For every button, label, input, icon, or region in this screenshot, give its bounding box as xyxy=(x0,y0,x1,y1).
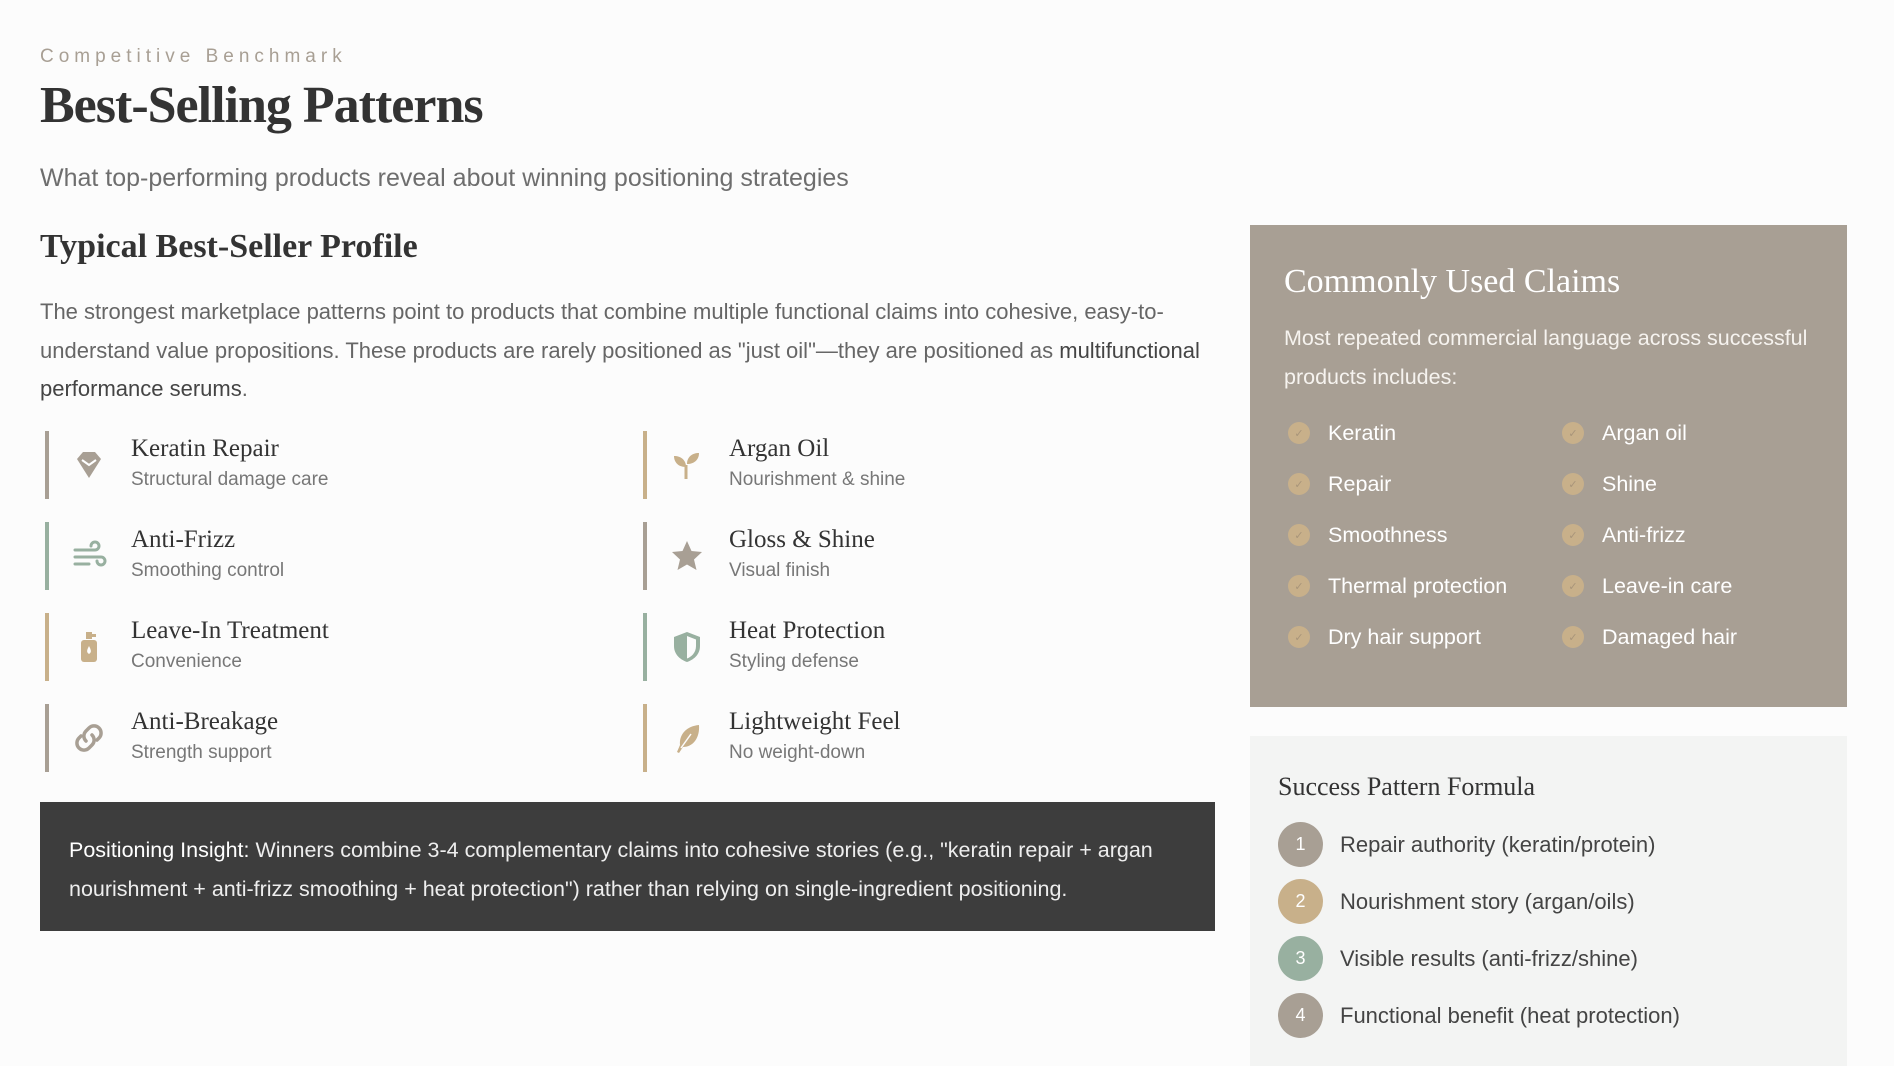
feature-item xyxy=(643,431,1143,499)
feature-item xyxy=(45,522,545,590)
check-icon: ✓ xyxy=(1562,626,1584,648)
feature-subtitle: Styling defense xyxy=(729,651,859,672)
formula-panel xyxy=(1250,736,1847,1066)
claim-item xyxy=(1558,519,1818,551)
feature-subtitle: Visual finish xyxy=(729,560,831,581)
check-icon: ✓ xyxy=(1562,422,1584,444)
eyebrow: Competitive Benchmark xyxy=(40,46,347,67)
feature-item xyxy=(643,704,1143,772)
section-heading: Typical Best-Seller Profile xyxy=(40,228,418,265)
formula-step xyxy=(1278,930,1819,987)
claim-label: Repair xyxy=(1328,471,1392,496)
feature-subtitle: Structural damage care xyxy=(131,469,329,490)
diamond-icon xyxy=(71,447,107,483)
claim-item xyxy=(1284,570,1558,602)
feature-item xyxy=(45,613,545,681)
claim-label: Argan oil xyxy=(1602,420,1687,445)
formula-steps xyxy=(1278,816,1819,1044)
insight-label: Positioning Insight: xyxy=(69,838,250,862)
check-icon: ✓ xyxy=(1288,626,1310,648)
feature-subtitle: Convenience xyxy=(131,651,242,672)
step-label: Functional benefit (heat protection) xyxy=(1340,1002,1680,1028)
claim-label: Anti-frizz xyxy=(1602,522,1686,547)
claim-item xyxy=(1284,417,1558,449)
step-label: Visible results (anti-frizz/shine) xyxy=(1340,945,1638,971)
feature-item xyxy=(643,613,1143,681)
claims-heading: Commonly Used Claims xyxy=(1284,263,1621,300)
check-icon: ✓ xyxy=(1562,575,1584,597)
bottle-icon xyxy=(71,629,107,665)
claim-label: Shine xyxy=(1602,471,1657,496)
claim-label: Dry hair support xyxy=(1328,624,1481,649)
wind-icon xyxy=(71,538,107,574)
claim-label: Thermal protection xyxy=(1328,573,1508,598)
positioning-insight xyxy=(40,802,1215,931)
feature-item xyxy=(45,431,545,499)
claim-item xyxy=(1558,570,1818,602)
claims-description: Most repeated commercial language across successful products includes: xyxy=(1284,326,1808,389)
page-subtitle: What top-performing products reveal about winning positioning strategies xyxy=(40,164,849,192)
claim-item xyxy=(1284,468,1558,500)
check-icon: ✓ xyxy=(1562,473,1584,495)
claim-item xyxy=(1284,621,1558,653)
feature-item xyxy=(45,704,545,772)
feature-title: Anti-Breakage xyxy=(131,708,279,735)
intro-text: The strongest marketplace patterns point to products that combine multiple functional claims into cohesive, easy-to-understand value propositions. These products are rarely positioned as "just oil"—they are positioned as xyxy=(40,299,1164,363)
sprout-icon xyxy=(669,447,705,483)
claim-item xyxy=(1284,519,1558,551)
claim-item xyxy=(1558,417,1818,449)
feature-title: Anti-Frizz xyxy=(131,526,236,553)
check-icon: ✓ xyxy=(1288,422,1310,444)
claim-label: Smoothness xyxy=(1328,522,1448,547)
page-title: Best-Selling Patterns xyxy=(40,77,483,134)
feature-item xyxy=(643,522,1143,590)
step-label: Nourishment story (argan/oils) xyxy=(1340,888,1635,914)
feature-title: Gloss & Shine xyxy=(729,526,875,553)
feature-subtitle: No weight-down xyxy=(729,742,866,763)
step-number-badge: 3 xyxy=(1278,936,1323,981)
insight-text: Winners combine 3-4 complementary claims into cohesive stories (e.g., "keratin repair + argan nourishment + anti-frizz smoothing + heat protection") rather than relying on single-ingredient positioning. xyxy=(69,838,1153,901)
feature-title: Argan Oil xyxy=(729,435,830,462)
formula-step xyxy=(1278,987,1819,1044)
feature-title: Heat Protection xyxy=(729,617,886,644)
claim-label: Leave-in care xyxy=(1602,573,1733,598)
intro-emphasis: multifunctional performance serums xyxy=(40,337,1200,401)
shield-icon xyxy=(669,629,705,665)
feature-subtitle: Nourishment & shine xyxy=(729,469,906,490)
step-number-badge: 4 xyxy=(1278,993,1323,1038)
check-icon: ✓ xyxy=(1562,524,1584,546)
star-icon xyxy=(669,538,705,574)
claim-item xyxy=(1558,621,1818,653)
feature-subtitle: Smoothing control xyxy=(131,560,285,581)
check-icon: ✓ xyxy=(1288,473,1310,495)
claim-label: Damaged hair xyxy=(1602,624,1738,649)
step-label: Repair authority (keratin/protein) xyxy=(1340,831,1656,857)
intro-paragraph xyxy=(40,293,1225,409)
feather-icon xyxy=(669,720,705,756)
check-icon: ✓ xyxy=(1288,524,1310,546)
formula-step xyxy=(1278,816,1819,873)
claim-label: Keratin xyxy=(1328,420,1397,445)
step-number-badge: 2 xyxy=(1278,879,1323,924)
feature-title: Lightweight Feel xyxy=(729,708,901,735)
check-icon: ✓ xyxy=(1288,575,1310,597)
feature-subtitle: Strength support xyxy=(131,742,272,763)
formula-step xyxy=(1278,873,1819,930)
feature-title: Keratin Repair xyxy=(131,435,279,462)
step-number-badge: 1 xyxy=(1278,822,1323,867)
intro-end: . xyxy=(241,376,248,401)
link-icon xyxy=(71,720,107,756)
claims-list xyxy=(1284,417,1813,653)
claims-panel xyxy=(1250,225,1847,707)
claim-item xyxy=(1558,468,1818,500)
formula-heading: Success Pattern Formula xyxy=(1278,772,1536,801)
feature-title: Leave-In Treatment xyxy=(131,617,329,644)
